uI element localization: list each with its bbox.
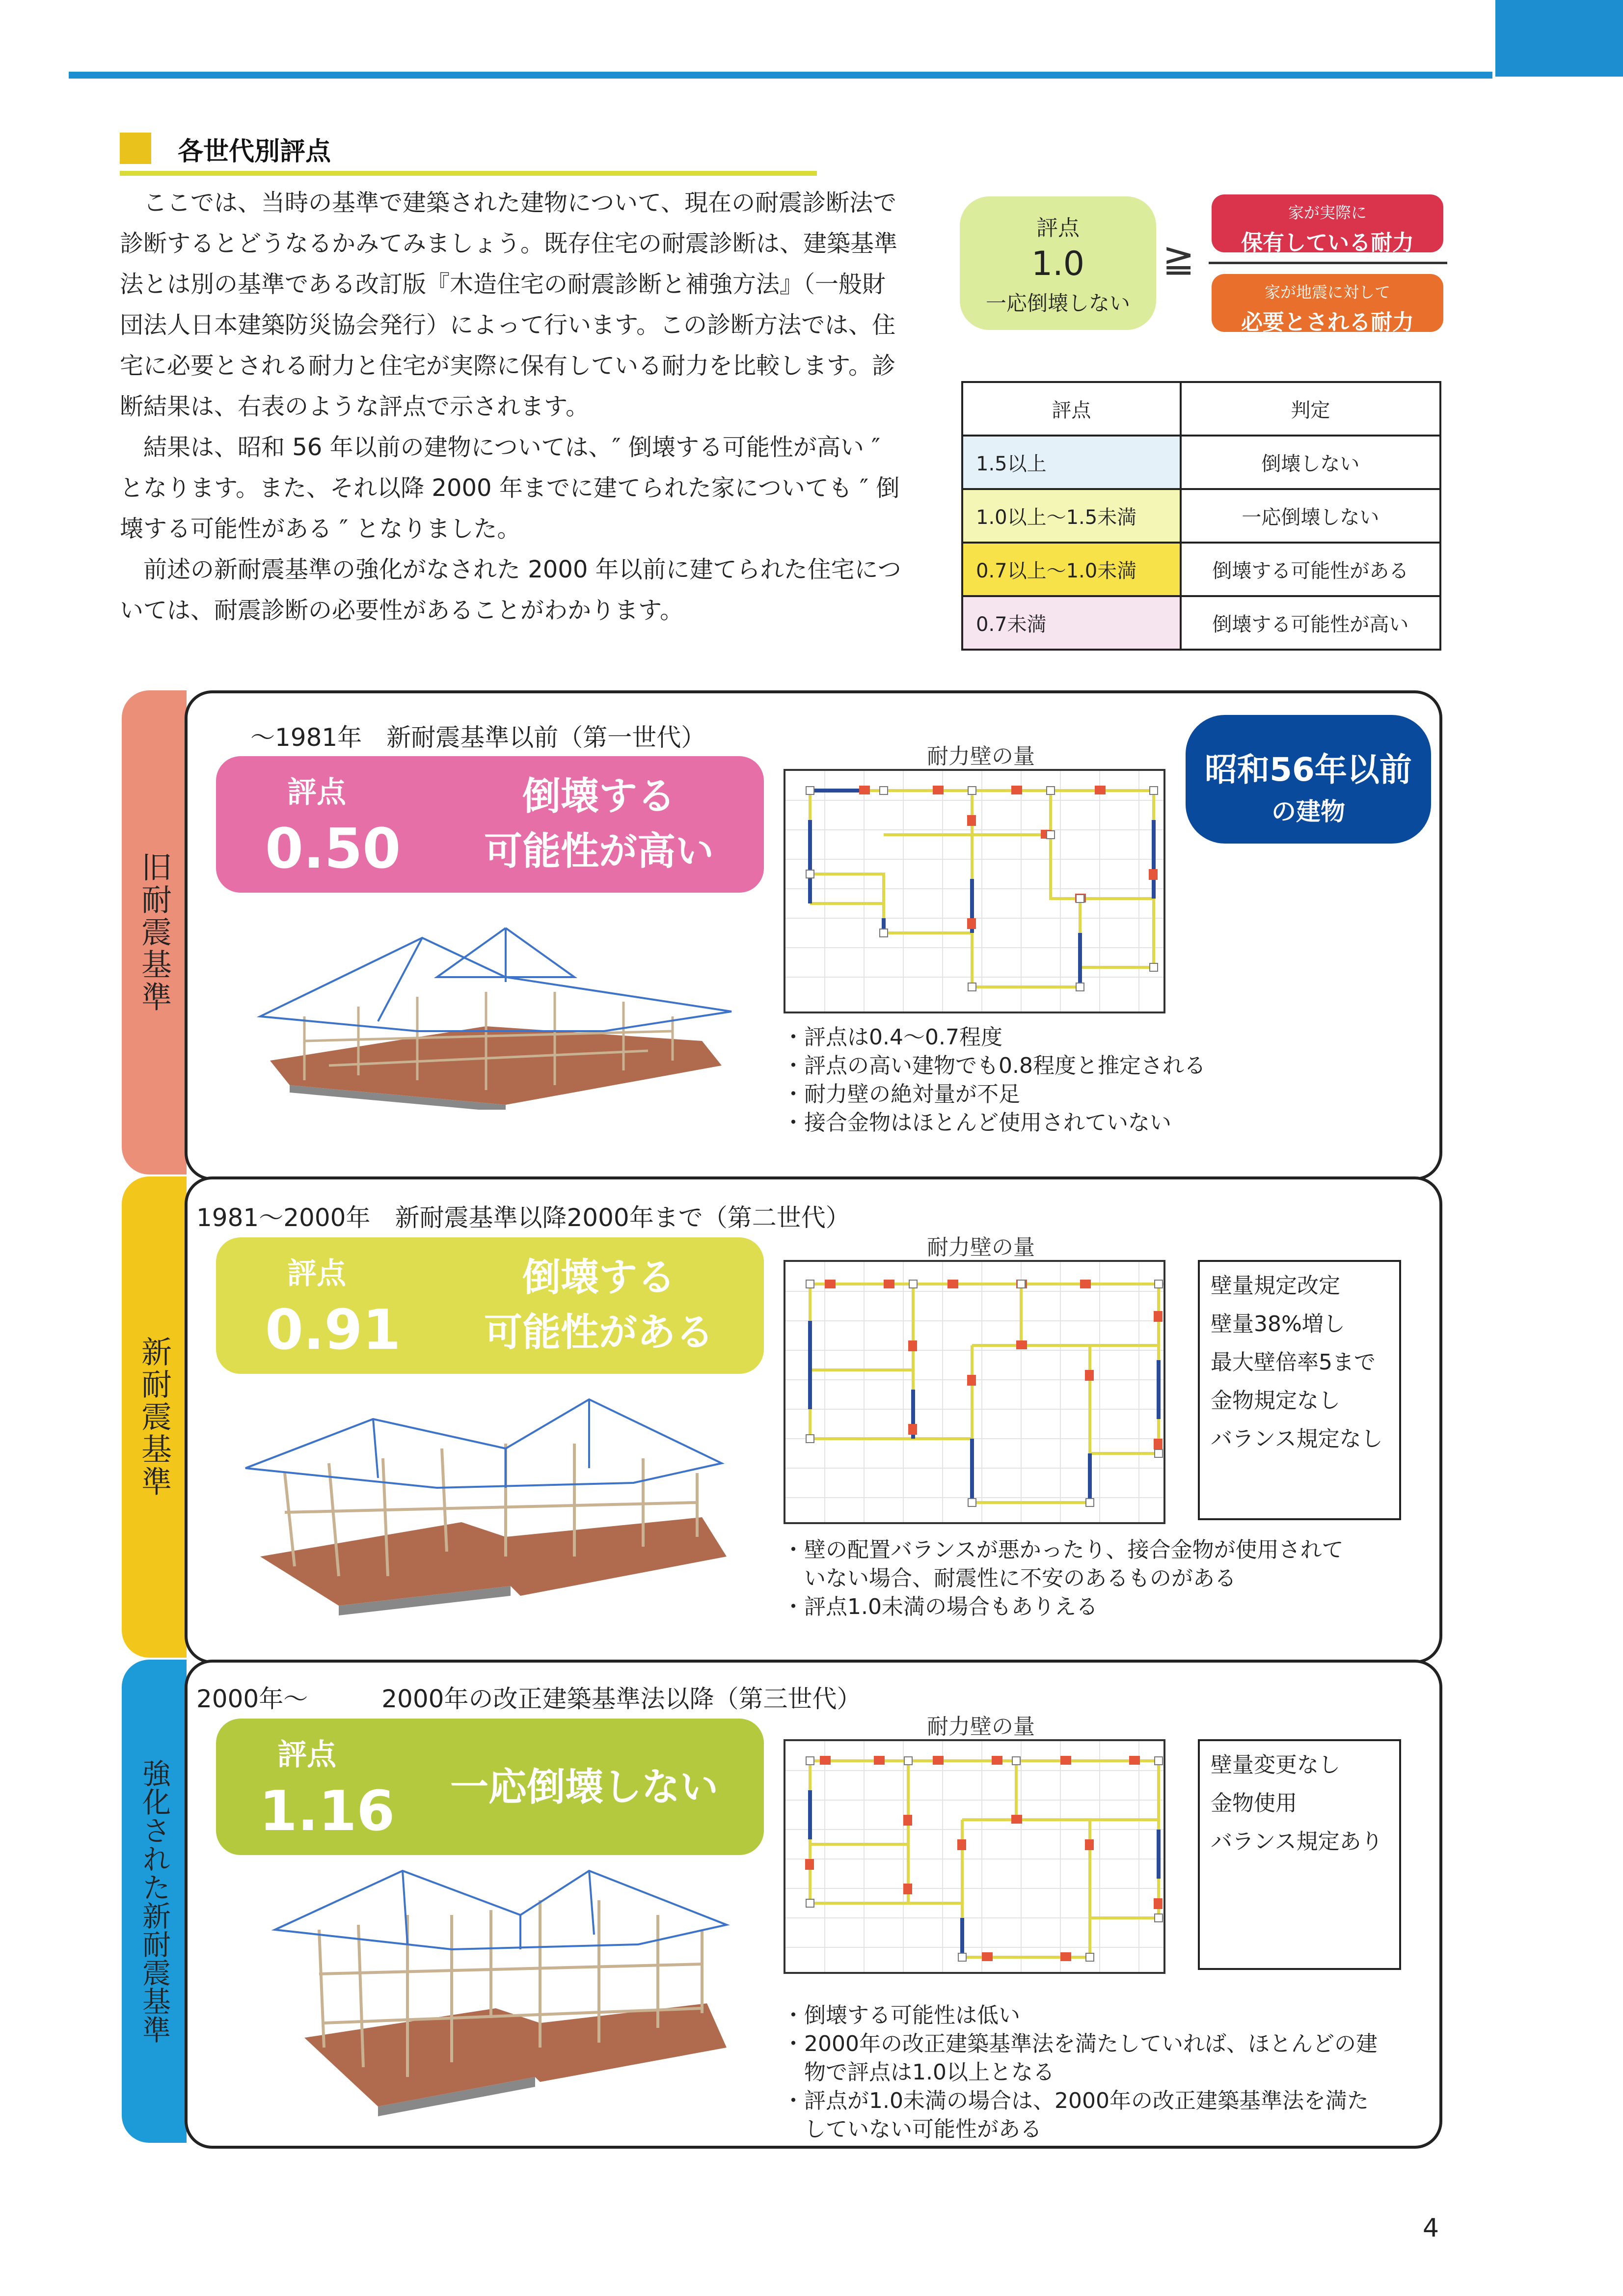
- panel-2-floor-plan: [784, 1260, 1165, 1524]
- header-tab: [1495, 0, 1623, 77]
- panel-1-badge-line2: の建物: [1271, 797, 1345, 826]
- panel-3-score-value: 1.16: [259, 1779, 395, 1843]
- panel-1-badge-line1: 昭和56年以前: [1205, 751, 1412, 789]
- panel-3-notes: [783, 2001, 1378, 2144]
- panel-2-rule: 金物規定なし: [1211, 1388, 1340, 1413]
- panel-1-note: ・評点は0.4〜0.7程度: [783, 1025, 1002, 1050]
- intro-paragraph-3: 前述の新耐震基準の強化がなされた 2000 年以前に建てられた住宅については、耐震診断の必要性があることがわかります。: [120, 556, 901, 624]
- panel-2-judgment: [452, 1250, 746, 1360]
- panel-3-rule: 壁量変更なし: [1211, 1752, 1340, 1777]
- panel-3-plan-caption: 耐力壁の量: [927, 1714, 1035, 1739]
- panel-1-floor-plan: [784, 769, 1165, 1013]
- panel-1-side-label: 旧耐震基準: [136, 851, 172, 1013]
- formula-numerator: [1212, 194, 1443, 255]
- panel-2-note: ・評点1.0未満の場合もありえる: [783, 1594, 1098, 1619]
- rating-score: 1.5以上: [962, 436, 1181, 489]
- panel-1-note: ・耐力壁の絶対量が不足: [783, 1082, 1020, 1107]
- formula-numerator-main: 保有している耐力: [1241, 230, 1414, 255]
- panel-3-note: していない可能性がある: [783, 2117, 1042, 2142]
- panel-3-rule: 金物使用: [1211, 1791, 1297, 1816]
- panel-3-note: 物で評点は1.0以上となる: [783, 2060, 1055, 2085]
- panel-1-score-label: 評点: [287, 775, 346, 810]
- intro-paragraph-2: 結果は、昭和 56 年以前の建物については、″ 倒壊する可能性が高い ″ となります。また、それ以降 2000 年までに建てられた家についても ″ 倒壊する可能性がある ″ となりました。: [120, 434, 900, 543]
- panel-3-judgment: 一応倒壊しない: [450, 1765, 718, 1809]
- formula-operator: ≧: [1163, 237, 1195, 281]
- panel-3-note: ・2000年の改正建築基準法を満たしていれば、ほとんどの建: [783, 2031, 1378, 2056]
- rating-score: 0.7未満: [962, 596, 1181, 650]
- panel-3-side-label: 強化された新耐震基準: [137, 1759, 171, 2044]
- panel-3-note: ・評点が1.0未満の場合は、2000年の改正建築基準法を満た: [783, 2088, 1369, 2113]
- formula-score-label: 評点: [1036, 216, 1080, 241]
- panel-2-score-label: 評点: [287, 1257, 346, 1291]
- panel-2-generation: 1981〜2000年 新耐震基準以降2000年まで（第二世代）: [196, 1203, 850, 1232]
- rating-table-header: [962, 382, 1440, 436]
- rating-judgment: 倒壊しない: [1181, 436, 1440, 489]
- panel-1-score-value: 0.50: [265, 817, 401, 881]
- rating-judgment: 倒壊する可能性が高い: [1181, 596, 1440, 650]
- panel-2-rule: 壁量38%増し: [1211, 1312, 1345, 1337]
- panel-2-side-label: 新耐震基準: [136, 1336, 172, 1498]
- panel-3-floor-plan: [784, 1739, 1165, 1974]
- panel-2-rules: [1198, 1260, 1401, 1520]
- panel-1-note: ・評点の高い建物でも0.8程度と推定される: [783, 1053, 1206, 1078]
- rating-row: [962, 436, 1440, 489]
- rating-score: 1.0以上〜1.5未満: [962, 489, 1181, 543]
- panel-1-house-frame-image: [231, 918, 751, 1110]
- rating-table: [961, 381, 1441, 651]
- panel-3-note: ・倒壊する可能性は低い: [783, 2003, 1020, 2028]
- panel-2-plan-caption: 耐力壁の量: [927, 1235, 1035, 1260]
- panel-2-house-frame-image: [231, 1390, 751, 1620]
- panel-2-rule: 壁量規定改定: [1211, 1273, 1340, 1298]
- panel-3-house-frame-image: [265, 1861, 736, 2126]
- panel-2-judgment-line2: 可能性がある: [484, 1311, 714, 1355]
- panel-3-rule: バランス規定あり: [1211, 1829, 1383, 1854]
- rating-score: 0.7以上〜1.0未満: [962, 543, 1181, 596]
- panel-2-note: ・壁の配置バランスが悪かったり、接合金物が使用されて: [783, 1537, 1344, 1562]
- panel-3-generation: 2000年〜 2000年の改正建築基準法以降（第三世代）: [196, 1685, 862, 1713]
- formula-denominator: [1212, 274, 1443, 335]
- formula-denominator-main: 必要とされる耐力: [1241, 310, 1414, 335]
- panel-1-judgment: [452, 769, 746, 879]
- panel-1-generation: 〜1981年 新耐震基準以前（第一世代）: [250, 723, 706, 752]
- panel-1-score-box: [216, 756, 764, 893]
- panel-3-score-box: [216, 1719, 764, 1855]
- formula-score-box: [960, 196, 1156, 330]
- formula-fraction-bar: [1209, 262, 1447, 264]
- rating-header-judgment: 判定: [1181, 382, 1440, 436]
- panel-3-score-label: 評点: [277, 1738, 336, 1772]
- rating-header-score: 評点: [962, 382, 1181, 436]
- formula-denominator-small: 家が地震に対して: [1264, 283, 1390, 301]
- panel-2-notes: [783, 1536, 1344, 1621]
- rating-row: [962, 543, 1440, 596]
- panel-2-note: いない場合、耐震性に不安のあるものがある: [783, 1566, 1236, 1591]
- page-number: 4: [1423, 2214, 1439, 2243]
- panel-1-notes: [783, 1023, 1206, 1137]
- panel-1-badge: [1186, 715, 1431, 844]
- formula-score-caption: 一応倒壊しない: [985, 291, 1130, 315]
- intro-paragraph-1: ここでは、当時の基準で建築された建物について、現在の耐震診断法で診断するとどうなるかみてみましょう。既存住宅の耐震診断は、建築基準法とは別の基準である改訂版『木造住宅の耐震診断と補強方法』（一般財団法人日本建築防災協会発行）によって行います。この診断方法では、住宅に必要とされる耐力と住宅が実際に保有している耐力を比較します。診断結果は、右表のような評点で示されます。: [120, 189, 898, 420]
- formula-numerator-small: 家が実際に: [1288, 203, 1367, 222]
- heading-marker: [120, 133, 151, 164]
- section-title: 各世代別評点: [178, 137, 331, 166]
- panel-3-rules: [1198, 1739, 1401, 1970]
- rating-judgment: 一応倒壊しない: [1181, 489, 1440, 543]
- heading-underline: [120, 171, 817, 176]
- panel-1-judgment-line1: 倒壊する: [522, 774, 676, 819]
- rating-row: [962, 489, 1440, 543]
- formula-score-value: 1.0: [1031, 245, 1085, 283]
- rating-judgment: 倒壊する可能性がある: [1181, 543, 1440, 596]
- panel-1-note: ・接合金物はほとんど使用されていない: [783, 1110, 1171, 1135]
- header-rule: [69, 72, 1492, 79]
- panel-1-judgment-line2: 可能性が高い: [484, 829, 714, 874]
- panel-2-rule: バランス規定なし: [1211, 1426, 1383, 1451]
- panel-2-judgment-line1: 倒壊する: [522, 1256, 676, 1300]
- panel-2-rule: 最大壁倍率5まで: [1211, 1350, 1376, 1375]
- rating-row: [962, 596, 1440, 650]
- panel-2-score-value: 0.91: [265, 1298, 401, 1362]
- intro-text: [120, 183, 905, 631]
- panel-2-score-box: [216, 1237, 764, 1374]
- panel-1-plan-caption: 耐力壁の量: [927, 744, 1035, 769]
